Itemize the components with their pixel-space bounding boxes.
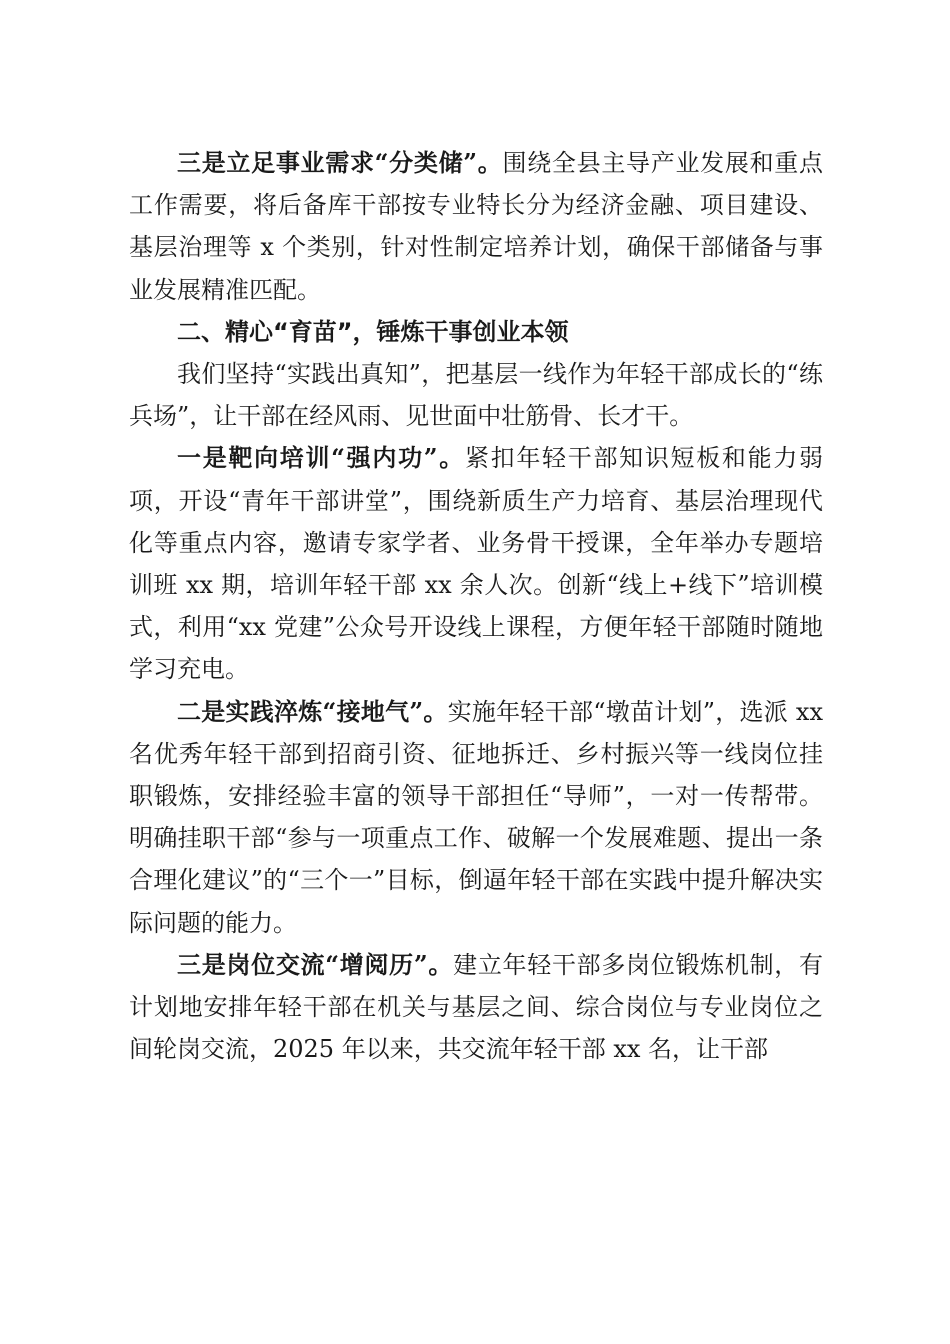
paragraph-lead: 二是实践淬炼“接地气”。 — [177, 696, 448, 726]
paragraph-lead: 三是岗位交流“增阅历”。 — [177, 949, 454, 979]
paragraph-text: 我们坚持“实践出真知”，把基层一线作为年轻干部成长的“练兵场”，让干部在经风雨、见世面中壮筋骨、长才干。 — [129, 360, 823, 431]
paragraph-classified-reserve — [129, 142, 823, 311]
paragraph-lead: 一是靶向培训“强内功”。 — [177, 443, 465, 473]
document-body — [129, 142, 823, 1070]
paragraph-text: 紧扣年轻干部知识短板和能力弱项，开设“青年干部讲堂”，围绕新质生产力培育、基层治理现代化等重点内容，邀请专家学者、业务骨干授课，全年举办专题培训班 xx 期，培训年轻干部 xx 余人次。创新“线上+线下”培训模式，利用“xx 党建”公众号开设线上课程，方便年轻干部随时随地学习充电。 — [129, 444, 824, 684]
section-heading-2: 二、精心“育苗”，锤炼干事创业本领 — [177, 317, 569, 346]
paragraph-section-intro — [129, 353, 823, 437]
paragraph-job-rotation — [129, 944, 823, 1071]
paragraph-lead: 三是立足事业需求“分类储”。 — [177, 148, 503, 177]
paragraph-practice-tempering — [129, 691, 823, 944]
paragraph-targeted-training — [129, 437, 823, 690]
paragraph-text: 建立年轻干部多岗位锻炼机制，有计划地安排年轻干部在机关与基层之间、综合岗位与专业岗位之间轮岗交流，2025 年以来，共交流年轻干部 xx 名，让干部 — [129, 950, 824, 1064]
paragraph-text: 实施年轻干部“墩苗计划”，选派 xx 名优秀年轻干部到招商引资、征地拆迁、乡村振兴等一线岗位挂职锻炼，安排经验丰富的领导干部担任“导师”，一对一传帮带。明确挂职干部“参与一项重点工作、破解一个发展难题、提出一条合理化建议”的“三个一”目标，倒逼年轻干部在实践中提升解决实际问题的能力。 — [129, 697, 823, 937]
paragraph-text: 围绕全县主导产业发展和重点工作需要，将后备库干部按专业特长分为经济金融、项目建设、基层治理等 x 个类别，针对性制定培养计划，确保干部储备与事业发展精准匹配。 — [129, 149, 824, 304]
